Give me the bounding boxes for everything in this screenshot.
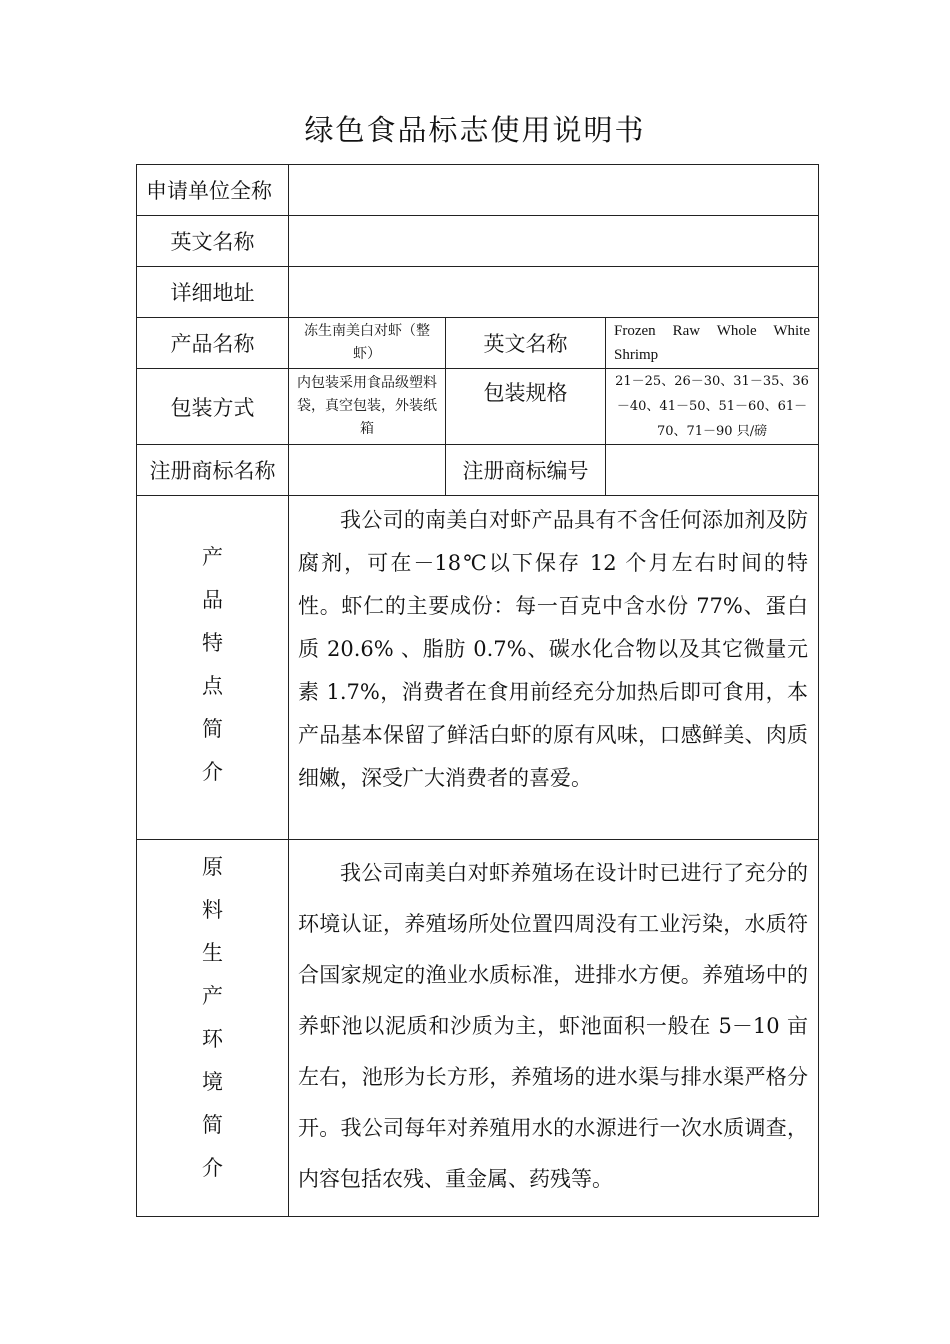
row-address — [137, 267, 819, 318]
english-name-label: 英文名称 — [137, 216, 289, 267]
product-name-value: 冻生南美白对虾（整虾） — [289, 318, 446, 369]
product-english-name-line2: Shrimp — [614, 347, 659, 363]
environment-label — [137, 840, 289, 1217]
applicant-label: 申请单位全称 — [137, 165, 289, 216]
page-title: 绿色食品标志使用说明书 — [304, 113, 646, 147]
environment-label-char: 环 — [202, 1027, 223, 1051]
features-label-char: 特 — [202, 631, 223, 655]
trademark-number-label: 注册商标编号 — [446, 445, 606, 496]
features-label-char: 品 — [202, 588, 223, 612]
applicant-value — [289, 165, 819, 216]
english-name-value — [289, 216, 819, 267]
row-packaging — [137, 369, 819, 445]
packaging-spec-value: 21－25、26－30、31－35、36－40、41－50、51－60、61－70、71－90 只/磅 — [606, 369, 819, 445]
application-form-table — [136, 164, 819, 1217]
environment-label-char: 产 — [202, 984, 223, 1008]
row-applicant — [137, 165, 819, 216]
features-label-char: 产 — [202, 545, 223, 569]
environment-text: 我公司南美白对虾养殖场在设计时已进行了充分的环境认证，养殖场所处位置四周没有工业污染，水质符合国家规定的渔业水质标准，进排水方便。养殖场中的养虾池以泥质和沙质为主，虾池面积一般在 5－10 亩左右，池形为长方形，养殖场的进水渠与排水渠严格分开。我公司每年对养殖用水的水源进行一次水质调查，内容包括农残、重金属、药残等。 — [289, 840, 819, 1217]
trademark-name-value — [289, 445, 446, 496]
environment-label-char: 料 — [202, 898, 223, 922]
row-product-features — [137, 496, 819, 840]
product-english-name-label: 英文名称 — [446, 318, 606, 369]
packaging-method-value: 内包装采用食品级塑料袋，真空包装，外装纸箱 — [289, 369, 446, 445]
product-name-label: 产品名称 — [137, 318, 289, 369]
trademark-name-label: 注册商标名称 — [137, 445, 289, 496]
environment-label-char: 原 — [202, 855, 223, 879]
product-english-name-line1: Frozen Raw Whole White — [614, 323, 811, 339]
address-label: 详细地址 — [137, 267, 289, 318]
environment-label-char: 境 — [202, 1070, 223, 1094]
features-label-char: 点 — [202, 674, 223, 698]
features-label-char: 介 — [202, 760, 223, 784]
row-environment — [137, 840, 819, 1217]
row-product — [137, 318, 819, 369]
row-english-name — [137, 216, 819, 267]
product-features-text: 我公司的南美白对虾产品具有不含任何添加剂及防腐剂，可在－18℃以下保存 12 个月左右时间的特性。虾仁的主要成份：每一百克中含水份 77%、蛋白质 20.6% 、脂肪 0.7%、碳水化合物以及其它微量元素 1.7%，消费者在食用前经充分加热后即可食用，本产品基本保留了鲜活白虾的原有风味，口感鲜美、肉质细嫩，深受广大消费者的喜爱。 — [289, 496, 819, 840]
product-features-label — [137, 496, 289, 840]
row-trademark — [137, 445, 819, 496]
environment-label-char: 生 — [202, 941, 223, 965]
product-english-name-value — [606, 318, 819, 369]
trademark-number-value — [606, 445, 819, 496]
packaging-method-label: 包装方式 — [137, 369, 289, 445]
environment-label-char: 简 — [202, 1113, 223, 1137]
address-value — [289, 267, 819, 318]
features-label-char: 简 — [202, 717, 223, 741]
packaging-spec-label: 包装规格 — [446, 369, 606, 445]
environment-label-char: 介 — [202, 1156, 223, 1180]
